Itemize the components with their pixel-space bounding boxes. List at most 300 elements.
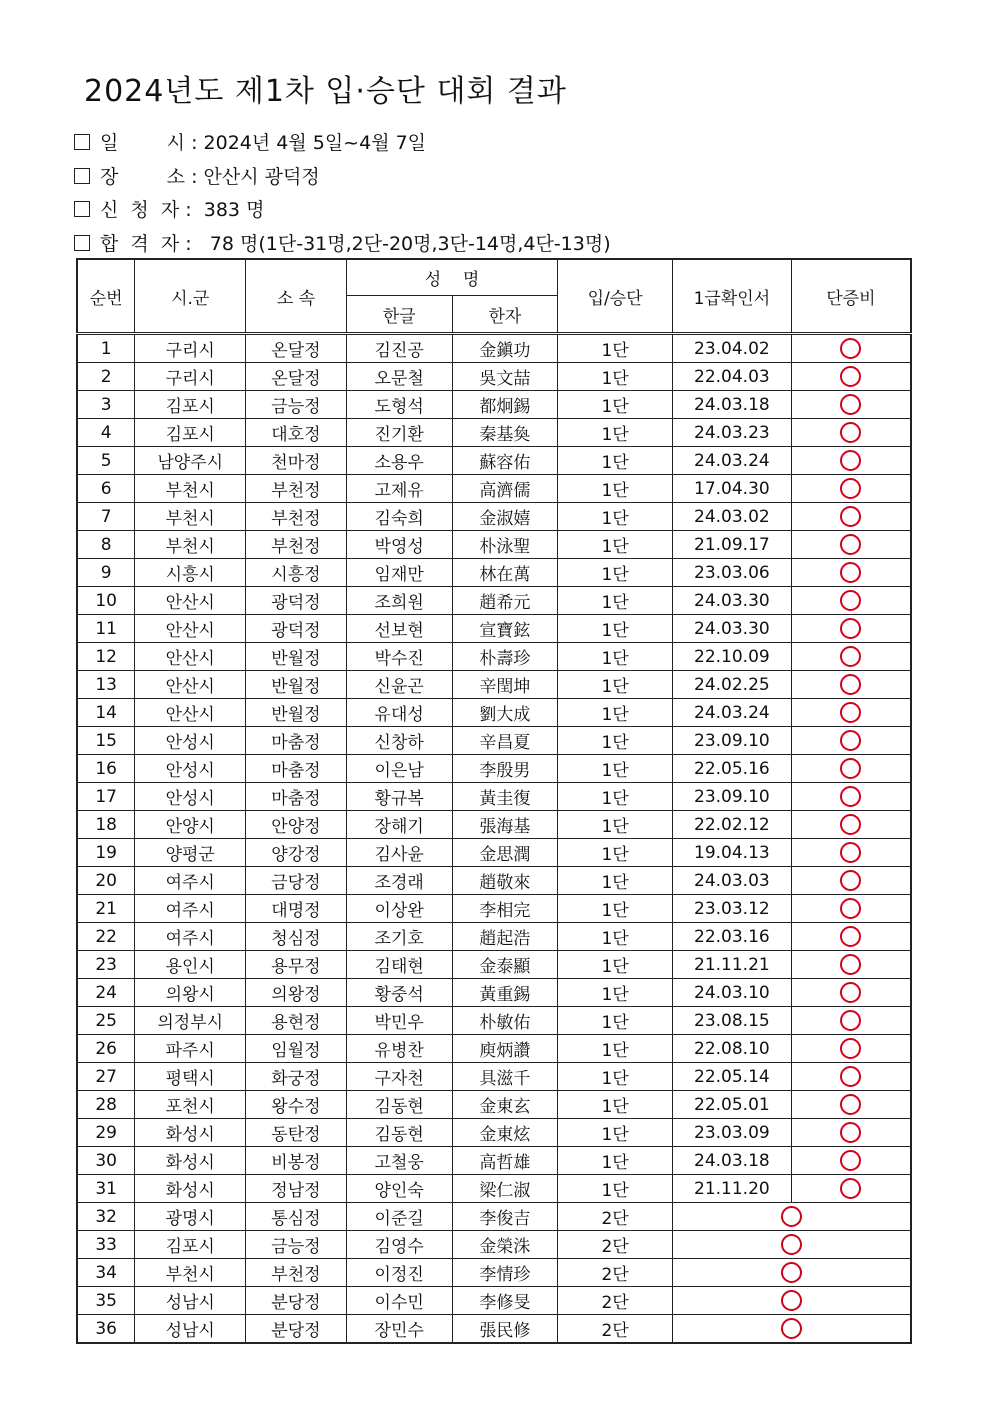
cell-city: 화성시 xyxy=(135,1119,246,1147)
cell-city: 포천시 xyxy=(135,1091,246,1119)
table-row xyxy=(77,363,911,391)
table-row xyxy=(77,1203,911,1231)
cell-hanja: 具滋千 xyxy=(452,1063,558,1091)
cell-club: 왕수정 xyxy=(246,1091,347,1119)
circle-mark-icon xyxy=(840,730,861,751)
cell-no: 34 xyxy=(77,1259,135,1287)
cell-hanja: 梁仁淑 xyxy=(452,1175,558,1203)
cell-hangul: 양인숙 xyxy=(346,1175,452,1203)
circle-mark-icon xyxy=(840,534,861,555)
cell-no: 7 xyxy=(77,503,135,531)
cell-hanja: 朴敏佑 xyxy=(452,1007,558,1035)
cell-no: 26 xyxy=(77,1035,135,1063)
cell-hangul: 김영수 xyxy=(346,1231,452,1259)
table-row xyxy=(77,1091,911,1119)
cell-confirm: 23.09.10 xyxy=(672,783,791,811)
cell-club: 의왕정 xyxy=(246,979,347,1007)
cell-rank: 1단 xyxy=(558,334,673,363)
cell-no: 36 xyxy=(77,1315,135,1344)
circle-mark-icon xyxy=(840,506,861,527)
cell-rank: 1단 xyxy=(558,1063,673,1091)
info-applicants: 신 청 자 : 383 명 xyxy=(74,195,264,222)
cell-no: 29 xyxy=(77,1119,135,1147)
cell-rank: 1단 xyxy=(558,783,673,811)
cell-hanja: 林在萬 xyxy=(452,559,558,587)
cell-confirm: 24.02.25 xyxy=(672,671,791,699)
cell-rank: 1단 xyxy=(558,559,673,587)
cell-rank: 1단 xyxy=(558,447,673,475)
cell-confirm: 23.09.10 xyxy=(672,727,791,755)
cell-club: 마춤정 xyxy=(246,727,347,755)
cell-club: 광덕정 xyxy=(246,615,347,643)
cell-rank: 2단 xyxy=(558,1203,673,1231)
cell-city: 김포시 xyxy=(135,1231,246,1259)
cell-hangul: 이수민 xyxy=(346,1287,452,1315)
cell-hanja: 秦基奐 xyxy=(452,419,558,447)
cell-hangul: 조희원 xyxy=(346,587,452,615)
cell-city: 화성시 xyxy=(135,1147,246,1175)
cell-hangul: 도형석 xyxy=(346,391,452,419)
cell-fee xyxy=(791,1119,911,1147)
cell-confirm: 24.03.23 xyxy=(672,419,791,447)
cell-confirm: 24.03.03 xyxy=(672,867,791,895)
header-name: 성 명 xyxy=(346,259,557,296)
info-date: 일 시 : 2024년 4월 5일~4월 7일 xyxy=(74,128,426,155)
cell-hangul: 유병찬 xyxy=(346,1035,452,1063)
circle-mark-icon xyxy=(840,1150,861,1171)
cell-hanja: 李殷男 xyxy=(452,755,558,783)
table-row xyxy=(77,671,911,699)
cell-club: 정남정 xyxy=(246,1175,347,1203)
cell-club: 마춤정 xyxy=(246,783,347,811)
cell-city: 의정부시 xyxy=(135,1007,246,1035)
cell-hanja: 金榮洙 xyxy=(452,1231,558,1259)
circle-mark-icon xyxy=(840,1122,861,1143)
cell-hanja: 朴壽珍 xyxy=(452,643,558,671)
cell-club: 반월정 xyxy=(246,643,347,671)
cell-confirm: 22.04.03 xyxy=(672,363,791,391)
cell-hangul: 김숙희 xyxy=(346,503,452,531)
cell-no: 14 xyxy=(77,699,135,727)
cell-rank: 1단 xyxy=(558,391,673,419)
cell-no: 22 xyxy=(77,923,135,951)
cell-club: 온달정 xyxy=(246,363,347,391)
cell-hanja: 李相完 xyxy=(452,895,558,923)
circle-mark-icon xyxy=(781,1290,802,1311)
cell-hangul: 황중석 xyxy=(346,979,452,1007)
cell-confirm: 24.03.10 xyxy=(672,979,791,1007)
table-row xyxy=(77,1259,911,1287)
cell-city: 부천시 xyxy=(135,531,246,559)
cell-rank: 1단 xyxy=(558,923,673,951)
cell-rank: 1단 xyxy=(558,1147,673,1175)
circle-mark-icon xyxy=(840,1066,861,1087)
cell-rank: 1단 xyxy=(558,363,673,391)
cell-hanja: 金東玄 xyxy=(452,1091,558,1119)
table-row xyxy=(77,419,911,447)
table-row xyxy=(77,643,911,671)
cell-city: 안산시 xyxy=(135,699,246,727)
table-row xyxy=(77,923,911,951)
cell-fee xyxy=(791,671,911,699)
cell-hangul: 김진공 xyxy=(346,334,452,363)
cell-no: 28 xyxy=(77,1091,135,1119)
cell-hanja: 吳文喆 xyxy=(452,363,558,391)
cell-rank: 2단 xyxy=(558,1315,673,1344)
cell-confirm: 24.03.24 xyxy=(672,699,791,727)
table-row xyxy=(77,839,911,867)
cell-hanja: 趙敬來 xyxy=(452,867,558,895)
cell-hangul: 신윤곤 xyxy=(346,671,452,699)
cell-city: 구리시 xyxy=(135,363,246,391)
cell-fee xyxy=(672,1203,911,1231)
cell-club: 온달정 xyxy=(246,334,347,363)
cell-rank: 1단 xyxy=(558,475,673,503)
cell-fee xyxy=(791,895,911,923)
cell-confirm: 22.05.14 xyxy=(672,1063,791,1091)
table-row xyxy=(77,559,911,587)
cell-no: 30 xyxy=(77,1147,135,1175)
cell-hangul: 박영성 xyxy=(346,531,452,559)
checkbox-icon xyxy=(74,201,90,217)
circle-mark-icon xyxy=(840,814,861,835)
cell-rank: 1단 xyxy=(558,699,673,727)
cell-confirm: 24.03.02 xyxy=(672,503,791,531)
circle-mark-icon xyxy=(840,618,861,639)
cell-no: 10 xyxy=(77,587,135,615)
cell-rank: 1단 xyxy=(558,895,673,923)
cell-no: 32 xyxy=(77,1203,135,1231)
cell-fee xyxy=(791,699,911,727)
cell-hangul: 구자천 xyxy=(346,1063,452,1091)
cell-hanja: 都炯錫 xyxy=(452,391,558,419)
circle-mark-icon xyxy=(840,646,861,667)
circle-mark-icon xyxy=(840,870,861,891)
cell-city: 성남시 xyxy=(135,1287,246,1315)
cell-fee xyxy=(791,1147,911,1175)
cell-hanja: 金泰顯 xyxy=(452,951,558,979)
cell-hangul: 이준길 xyxy=(346,1203,452,1231)
cell-hangul: 이상완 xyxy=(346,895,452,923)
cell-club: 마춤정 xyxy=(246,755,347,783)
cell-club: 금능정 xyxy=(246,1231,347,1259)
cell-hanja: 金思潤 xyxy=(452,839,558,867)
circle-mark-icon xyxy=(840,758,861,779)
cell-fee xyxy=(791,1175,911,1203)
circle-mark-icon xyxy=(840,786,861,807)
header-rank: 입/승단 xyxy=(558,259,673,334)
cell-hanja: 張海基 xyxy=(452,811,558,839)
cell-no: 1 xyxy=(77,334,135,363)
cell-no: 11 xyxy=(77,615,135,643)
cell-city: 부천시 xyxy=(135,475,246,503)
cell-confirm: 22.05.01 xyxy=(672,1091,791,1119)
cell-confirm: 24.03.18 xyxy=(672,1147,791,1175)
circle-mark-icon xyxy=(840,702,861,723)
cell-fee xyxy=(791,447,911,475)
cell-hangul: 조기호 xyxy=(346,923,452,951)
cell-confirm: 23.08.15 xyxy=(672,1007,791,1035)
cell-club: 금당정 xyxy=(246,867,347,895)
table-row xyxy=(77,587,911,615)
cell-city: 안산시 xyxy=(135,643,246,671)
cell-no: 17 xyxy=(77,783,135,811)
cell-hanja: 金淑嬉 xyxy=(452,503,558,531)
cell-no: 27 xyxy=(77,1063,135,1091)
cell-club: 화궁정 xyxy=(246,1063,347,1091)
cell-no: 4 xyxy=(77,419,135,447)
cell-rank: 2단 xyxy=(558,1231,673,1259)
cell-no: 15 xyxy=(77,727,135,755)
cell-club: 부천정 xyxy=(246,503,347,531)
header-hangul: 한글 xyxy=(346,296,452,334)
cell-fee xyxy=(791,979,911,1007)
cell-hangul: 고제유 xyxy=(346,475,452,503)
cell-hangul: 소용우 xyxy=(346,447,452,475)
table-row xyxy=(77,727,911,755)
circle-mark-icon xyxy=(840,394,861,415)
cell-rank: 2단 xyxy=(558,1259,673,1287)
cell-confirm: 24.03.18 xyxy=(672,391,791,419)
cell-fee xyxy=(791,783,911,811)
cell-club: 천마정 xyxy=(246,447,347,475)
cell-hanja: 宣寶鉉 xyxy=(452,615,558,643)
header-no: 순번 xyxy=(77,259,135,334)
table-row xyxy=(77,979,911,1007)
cell-club: 임월정 xyxy=(246,1035,347,1063)
cell-hanja: 黃重錫 xyxy=(452,979,558,1007)
circle-mark-icon xyxy=(840,898,861,919)
table-row xyxy=(77,615,911,643)
cell-hangul: 박수진 xyxy=(346,643,452,671)
cell-fee xyxy=(791,727,911,755)
cell-city: 여주시 xyxy=(135,867,246,895)
header-fee: 단증비 xyxy=(791,259,911,334)
cell-hangul: 유대성 xyxy=(346,699,452,727)
cell-city: 구리시 xyxy=(135,334,246,363)
cell-rank: 1단 xyxy=(558,1119,673,1147)
cell-hangul: 조경래 xyxy=(346,867,452,895)
cell-fee xyxy=(791,811,911,839)
cell-rank: 1단 xyxy=(558,671,673,699)
cell-city: 안성시 xyxy=(135,783,246,811)
table-row xyxy=(77,1287,911,1315)
cell-hanja: 趙起浩 xyxy=(452,923,558,951)
cell-fee xyxy=(791,1091,911,1119)
cell-rank: 1단 xyxy=(558,615,673,643)
cell-city: 광명시 xyxy=(135,1203,246,1231)
cell-club: 용무정 xyxy=(246,951,347,979)
cell-city: 안성시 xyxy=(135,727,246,755)
table-row xyxy=(77,1035,911,1063)
cell-hanja: 高哲雄 xyxy=(452,1147,558,1175)
cell-fee xyxy=(791,475,911,503)
cell-hangul: 진기환 xyxy=(346,419,452,447)
circle-mark-icon xyxy=(781,1234,802,1255)
cell-fee xyxy=(672,1287,911,1315)
table-row xyxy=(77,1007,911,1035)
cell-no: 2 xyxy=(77,363,135,391)
cell-hangul: 이은남 xyxy=(346,755,452,783)
cell-fee xyxy=(791,643,911,671)
cell-hangul: 고철웅 xyxy=(346,1147,452,1175)
cell-hanja: 庾炳讚 xyxy=(452,1035,558,1063)
info-place: 장 소 : 안산시 광덕정 xyxy=(74,162,320,189)
info-passed: 합 격 자 : 78 명(1단-31명,2단-20명,3단-14명,4단-13명) xyxy=(74,229,611,256)
table-row xyxy=(77,531,911,559)
cell-confirm: 23.04.02 xyxy=(672,334,791,363)
cell-no: 18 xyxy=(77,811,135,839)
cell-no: 8 xyxy=(77,531,135,559)
cell-confirm: 22.10.09 xyxy=(672,643,791,671)
cell-rank: 1단 xyxy=(558,727,673,755)
cell-no: 6 xyxy=(77,475,135,503)
cell-no: 16 xyxy=(77,755,135,783)
cell-confirm: 23.03.12 xyxy=(672,895,791,923)
cell-confirm: 24.03.30 xyxy=(672,615,791,643)
table-row xyxy=(77,699,911,727)
cell-no: 13 xyxy=(77,671,135,699)
cell-fee xyxy=(791,839,911,867)
cell-city: 파주시 xyxy=(135,1035,246,1063)
table-row xyxy=(77,1231,911,1259)
cell-hangul: 장해기 xyxy=(346,811,452,839)
cell-city: 안양시 xyxy=(135,811,246,839)
cell-hanja: 辛昌夏 xyxy=(452,727,558,755)
cell-hanja: 朴泳聖 xyxy=(452,531,558,559)
cell-rank: 1단 xyxy=(558,951,673,979)
cell-rank: 1단 xyxy=(558,1007,673,1035)
circle-mark-icon xyxy=(840,338,861,359)
circle-mark-icon xyxy=(781,1318,802,1339)
header-hanja: 한자 xyxy=(452,296,558,334)
cell-rank: 1단 xyxy=(558,1175,673,1203)
cell-hanja: 黃圭復 xyxy=(452,783,558,811)
cell-club: 분당정 xyxy=(246,1287,347,1315)
cell-club: 부천정 xyxy=(246,475,347,503)
circle-mark-icon xyxy=(840,450,861,471)
cell-hangul: 김동현 xyxy=(346,1119,452,1147)
cell-no: 33 xyxy=(77,1231,135,1259)
table-row xyxy=(77,895,911,923)
cell-no: 5 xyxy=(77,447,135,475)
cell-city: 부천시 xyxy=(135,1259,246,1287)
cell-no: 19 xyxy=(77,839,135,867)
cell-no: 24 xyxy=(77,979,135,1007)
table-row xyxy=(77,1063,911,1091)
cell-club: 대호정 xyxy=(246,419,347,447)
cell-confirm: 22.02.12 xyxy=(672,811,791,839)
cell-hanja: 劉大成 xyxy=(452,699,558,727)
header-city: 시.군 xyxy=(135,259,246,334)
cell-city: 성남시 xyxy=(135,1315,246,1344)
table-row xyxy=(77,334,911,363)
cell-rank: 1단 xyxy=(558,1091,673,1119)
cell-hanja: 金東炫 xyxy=(452,1119,558,1147)
table-row xyxy=(77,391,911,419)
cell-city: 안산시 xyxy=(135,587,246,615)
cell-no: 23 xyxy=(77,951,135,979)
cell-fee xyxy=(791,559,911,587)
cell-fee xyxy=(791,587,911,615)
cell-city: 여주시 xyxy=(135,923,246,951)
table-row xyxy=(77,867,911,895)
page-title: 2024년도 제1차 입·승단 대회 결과 xyxy=(84,74,567,109)
cell-club: 청심정 xyxy=(246,923,347,951)
header-club: 소 속 xyxy=(246,259,347,334)
cell-confirm: 21.11.21 xyxy=(672,951,791,979)
cell-rank: 1단 xyxy=(558,503,673,531)
cell-rank: 2단 xyxy=(558,1287,673,1315)
cell-fee xyxy=(791,951,911,979)
circle-mark-icon xyxy=(840,982,861,1003)
table-row xyxy=(77,755,911,783)
cell-club: 부천정 xyxy=(246,1259,347,1287)
cell-fee xyxy=(791,334,911,363)
circle-mark-icon xyxy=(840,1178,861,1199)
cell-fee xyxy=(791,419,911,447)
cell-hanja: 蘇容佑 xyxy=(452,447,558,475)
cell-city: 남양주시 xyxy=(135,447,246,475)
cell-no: 3 xyxy=(77,391,135,419)
cell-hanja: 金鎭功 xyxy=(452,334,558,363)
cell-no: 35 xyxy=(77,1287,135,1315)
cell-club: 부천정 xyxy=(246,531,347,559)
circle-mark-icon xyxy=(840,1038,861,1059)
cell-hangul: 황규복 xyxy=(346,783,452,811)
cell-fee xyxy=(791,923,911,951)
cell-club: 반월정 xyxy=(246,671,347,699)
cell-fee xyxy=(672,1259,911,1287)
checkbox-icon xyxy=(74,168,90,184)
cell-confirm: 23.03.06 xyxy=(672,559,791,587)
circle-mark-icon xyxy=(840,954,861,975)
circle-mark-icon xyxy=(840,590,861,611)
cell-city: 용인시 xyxy=(135,951,246,979)
cell-confirm: 24.03.24 xyxy=(672,447,791,475)
cell-city: 양평군 xyxy=(135,839,246,867)
cell-hangul: 임재만 xyxy=(346,559,452,587)
table-row xyxy=(77,811,911,839)
table-row xyxy=(77,1175,911,1203)
cell-city: 화성시 xyxy=(135,1175,246,1203)
cell-confirm: 21.11.20 xyxy=(672,1175,791,1203)
cell-club: 금능정 xyxy=(246,391,347,419)
cell-city: 시흥시 xyxy=(135,559,246,587)
cell-city: 여주시 xyxy=(135,895,246,923)
cell-hanja: 趙希元 xyxy=(452,587,558,615)
cell-city: 김포시 xyxy=(135,419,246,447)
checkbox-icon xyxy=(74,134,90,150)
cell-city: 김포시 xyxy=(135,391,246,419)
cell-confirm: 17.04.30 xyxy=(672,475,791,503)
cell-city: 안산시 xyxy=(135,615,246,643)
cell-confirm: 21.09.17 xyxy=(672,531,791,559)
cell-club: 통심정 xyxy=(246,1203,347,1231)
cell-rank: 1단 xyxy=(558,755,673,783)
cell-hanja: 李情珍 xyxy=(452,1259,558,1287)
cell-rank: 1단 xyxy=(558,419,673,447)
cell-club: 동탄정 xyxy=(246,1119,347,1147)
cell-club: 광덕정 xyxy=(246,587,347,615)
circle-mark-icon xyxy=(840,842,861,863)
cell-fee xyxy=(791,531,911,559)
cell-fee xyxy=(791,1035,911,1063)
cell-club: 대명정 xyxy=(246,895,347,923)
cell-club: 분당정 xyxy=(246,1315,347,1344)
circle-mark-icon xyxy=(840,366,861,387)
cell-rank: 1단 xyxy=(558,1035,673,1063)
